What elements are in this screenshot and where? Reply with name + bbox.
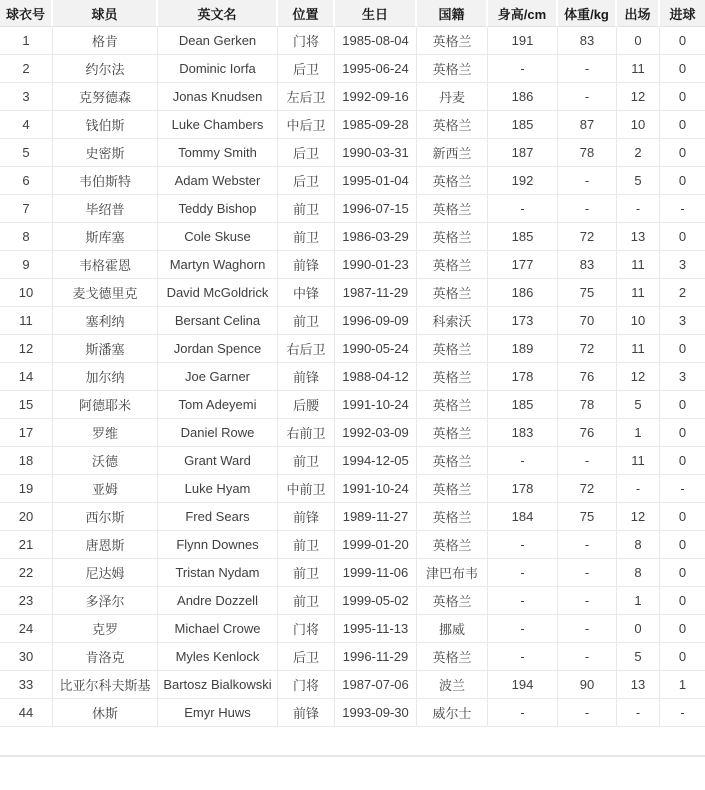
cell-birthday: 1991-10-24 [335,391,417,419]
cell-nationality: 英格兰 [417,475,488,503]
cell-name-en: Michael Crowe [158,615,278,643]
cell-height: 186 [488,83,558,111]
cell-jersey: 20 [0,503,53,531]
cell-weight: - [558,587,617,615]
table-row [0,475,705,503]
cell-name-en: Dean Gerken [158,27,278,55]
cell-name-en: Dominic Iorfa [158,55,278,83]
cell-name-cn: 唐恩斯 [53,531,158,559]
cell-appearances: 8 [617,531,660,559]
cell-weight: - [558,55,617,83]
cell-nationality: 英格兰 [417,391,488,419]
cell-birthday: 1989-11-27 [335,503,417,531]
cell-name-en: Adam Webster [158,167,278,195]
col-header-name-en: 英文名 [158,0,278,27]
cell-name-en: David McGoldrick [158,279,278,307]
cell-jersey: 9 [0,251,53,279]
table-row [0,671,705,699]
table-row [0,419,705,447]
cell-birthday: 1988-04-12 [335,363,417,391]
cell-goals: 0 [660,615,705,643]
cell-height: 173 [488,307,558,335]
cell-birthday: 1996-09-09 [335,307,417,335]
cell-appearances: 12 [617,363,660,391]
cell-goals: 0 [660,531,705,559]
table-row [0,27,705,55]
cell-height: 192 [488,167,558,195]
cell-jersey: 2 [0,55,53,83]
table-row [0,111,705,139]
cell-goals: - [660,699,705,727]
cell-birthday: 1995-11-13 [335,615,417,643]
section-divider [0,755,705,757]
cell-position: 门将 [278,27,335,55]
table-row [0,615,705,643]
cell-jersey: 23 [0,587,53,615]
cell-appearances: - [617,475,660,503]
col-header-appearances: 出场 [617,0,660,27]
cell-appearances: 13 [617,223,660,251]
cell-goals: 0 [660,559,705,587]
col-header-nationality: 国籍 [417,0,488,27]
cell-position: 中前卫 [278,475,335,503]
cell-name-en: Emyr Huws [158,699,278,727]
cell-goals: - [660,475,705,503]
cell-weight: 83 [558,27,617,55]
cell-position: 前卫 [278,559,335,587]
cell-name-cn: 韦伯斯特 [53,167,158,195]
cell-position: 后腰 [278,391,335,419]
cell-nationality: 英格兰 [417,587,488,615]
cell-position: 右前卫 [278,419,335,447]
cell-name-cn: 沃德 [53,447,158,475]
cell-goals: 3 [660,251,705,279]
cell-appearances: 5 [617,643,660,671]
cell-height: 185 [488,223,558,251]
cell-appearances: 5 [617,167,660,195]
cell-appearances: - [617,699,660,727]
cell-nationality: 英格兰 [417,447,488,475]
cell-height: 184 [488,503,558,531]
cell-name-en: Teddy Bishop [158,195,278,223]
cell-jersey: 8 [0,223,53,251]
cell-name-cn: 麦戈德里克 [53,279,158,307]
cell-jersey: 24 [0,615,53,643]
cell-nationality: 英格兰 [417,27,488,55]
cell-height: 178 [488,475,558,503]
cell-position: 左后卫 [278,83,335,111]
cell-goals: 0 [660,447,705,475]
cell-appearances: 10 [617,307,660,335]
table-row [0,307,705,335]
cell-weight: - [558,559,617,587]
cell-weight: - [558,83,617,111]
table-row [0,167,705,195]
cell-position: 前卫 [278,531,335,559]
cell-position: 中后卫 [278,111,335,139]
table-row [0,279,705,307]
cell-jersey: 14 [0,363,53,391]
cell-weight: 90 [558,671,617,699]
cell-appearances: 11 [617,447,660,475]
cell-goals: 0 [660,335,705,363]
cell-height: 186 [488,279,558,307]
cell-jersey: 21 [0,531,53,559]
cell-weight: - [558,699,617,727]
cell-name-cn: 尼达姆 [53,559,158,587]
cell-height: 185 [488,391,558,419]
cell-goals: 0 [660,167,705,195]
cell-position: 前卫 [278,223,335,251]
cell-nationality: 英格兰 [417,195,488,223]
cell-jersey: 15 [0,391,53,419]
cell-appearances: 1 [617,419,660,447]
cell-height: 194 [488,671,558,699]
table-row [0,559,705,587]
cell-weight: 78 [558,391,617,419]
cell-jersey: 7 [0,195,53,223]
cell-birthday: 1986-03-29 [335,223,417,251]
cell-nationality: 英格兰 [417,363,488,391]
cell-goals: 0 [660,587,705,615]
col-header-goals: 进球 [660,0,705,27]
cell-position: 前锋 [278,503,335,531]
cell-position: 后卫 [278,139,335,167]
cell-birthday: 1985-09-28 [335,111,417,139]
cell-appearances: 11 [617,279,660,307]
cell-weight: 83 [558,251,617,279]
cell-nationality: 威尔士 [417,699,488,727]
cell-nationality: 挪威 [417,615,488,643]
cell-nationality: 英格兰 [417,643,488,671]
cell-name-en: Luke Chambers [158,111,278,139]
cell-goals: 0 [660,391,705,419]
cell-jersey: 10 [0,279,53,307]
cell-height: 178 [488,363,558,391]
cell-goals: - [660,195,705,223]
cell-birthday: 1996-11-29 [335,643,417,671]
cell-weight: 75 [558,279,617,307]
cell-name-en: Flynn Downes [158,531,278,559]
cell-name-cn: 克努德森 [53,83,158,111]
cell-name-cn: 克罗 [53,615,158,643]
cell-jersey: 5 [0,139,53,167]
cell-height: 183 [488,419,558,447]
cell-name-en: Fred Sears [158,503,278,531]
cell-height: - [488,447,558,475]
cell-name-cn: 斯库塞 [53,223,158,251]
cell-name-cn: 斯潘塞 [53,335,158,363]
cell-nationality: 英格兰 [417,531,488,559]
cell-name-cn: 比亚尔科夫斯基 [53,671,158,699]
cell-position: 前卫 [278,447,335,475]
cell-name-cn: 塞利纳 [53,307,158,335]
cell-appearances: 10 [617,111,660,139]
cell-birthday: 1993-09-30 [335,699,417,727]
cell-height: - [488,587,558,615]
cell-birthday: 1999-11-06 [335,559,417,587]
cell-goals: 0 [660,55,705,83]
cell-appearances: 5 [617,391,660,419]
col-header-weight: 体重/kg [558,0,617,27]
cell-position: 门将 [278,615,335,643]
cell-nationality: 英格兰 [417,503,488,531]
cell-appearances: 11 [617,335,660,363]
cell-goals: 0 [660,503,705,531]
cell-birthday: 1994-12-05 [335,447,417,475]
cell-birthday: 1990-01-23 [335,251,417,279]
cell-height: 189 [488,335,558,363]
cell-name-cn: 史密斯 [53,139,158,167]
cell-appearances: 0 [617,27,660,55]
cell-name-cn: 多泽尔 [53,587,158,615]
table-row [0,55,705,83]
cell-name-en: Myles Kenlock [158,643,278,671]
cell-name-en: Tommy Smith [158,139,278,167]
table-row [0,587,705,615]
cell-name-cn: 西尔斯 [53,503,158,531]
cell-birthday: 1992-09-16 [335,83,417,111]
cell-appearances: - [617,195,660,223]
cell-weight: - [558,643,617,671]
col-header-jersey: 球衣号 [0,0,53,27]
table-row [0,83,705,111]
cell-jersey: 12 [0,335,53,363]
cell-nationality: 津巴布韦 [417,559,488,587]
col-header-name-cn: 球员 [53,0,158,27]
cell-goals: 1 [660,671,705,699]
cell-appearances: 12 [617,83,660,111]
cell-birthday: 1990-03-31 [335,139,417,167]
cell-weight: - [558,195,617,223]
cell-appearances: 11 [617,55,660,83]
cell-goals: 0 [660,223,705,251]
cell-goals: 2 [660,279,705,307]
cell-birthday: 1995-06-24 [335,55,417,83]
col-header-birthday: 生日 [335,0,417,27]
table-row [0,251,705,279]
col-header-height: 身高/cm [488,0,558,27]
table-row [0,391,705,419]
cell-jersey: 44 [0,699,53,727]
cell-jersey: 19 [0,475,53,503]
cell-weight: 76 [558,419,617,447]
cell-position: 右后卫 [278,335,335,363]
cell-height: 191 [488,27,558,55]
table-row [0,223,705,251]
cell-jersey: 11 [0,307,53,335]
table-row [0,503,705,531]
cell-weight: - [558,447,617,475]
cell-height: - [488,643,558,671]
cell-name-cn: 肯洛克 [53,643,158,671]
cell-position: 中锋 [278,279,335,307]
cell-goals: 0 [660,27,705,55]
cell-jersey: 17 [0,419,53,447]
cell-height: - [488,559,558,587]
cell-birthday: 1995-01-04 [335,167,417,195]
cell-name-en: Bersant Celina [158,307,278,335]
cell-weight: 72 [558,223,617,251]
cell-goals: 0 [660,83,705,111]
cell-position: 前卫 [278,195,335,223]
cell-weight: - [558,531,617,559]
cell-weight: - [558,167,617,195]
cell-goals: 0 [660,419,705,447]
cell-height: - [488,55,558,83]
cell-goals: 0 [660,139,705,167]
cell-jersey: 33 [0,671,53,699]
cell-name-cn: 阿德耶米 [53,391,158,419]
cell-nationality: 英格兰 [417,55,488,83]
cell-nationality: 英格兰 [417,335,488,363]
cell-birthday: 1987-11-29 [335,279,417,307]
cell-appearances: 13 [617,671,660,699]
cell-name-cn: 钱伯斯 [53,111,158,139]
cell-birthday: 1999-05-02 [335,587,417,615]
cell-name-en: Bartosz Bialkowski [158,671,278,699]
cell-appearances: 8 [617,559,660,587]
cell-name-cn: 罗维 [53,419,158,447]
cell-birthday: 1992-03-09 [335,419,417,447]
table-row [0,139,705,167]
cell-nationality: 英格兰 [417,223,488,251]
cell-position: 前锋 [278,699,335,727]
cell-birthday: 1999-01-20 [335,531,417,559]
cell-nationality: 英格兰 [417,279,488,307]
table-row [0,699,705,727]
cell-weight: 87 [558,111,617,139]
cell-nationality: 英格兰 [417,251,488,279]
cell-birthday: 1985-08-04 [335,27,417,55]
cell-name-en: Tom Adeyemi [158,391,278,419]
cell-goals: 3 [660,307,705,335]
cell-position: 前卫 [278,587,335,615]
table-row [0,195,705,223]
cell-birthday: 1987-07-06 [335,671,417,699]
col-header-position: 位置 [278,0,335,27]
cell-jersey: 22 [0,559,53,587]
cell-appearances: 2 [617,139,660,167]
cell-jersey: 4 [0,111,53,139]
cell-name-en: Tristan Nydam [158,559,278,587]
cell-position: 前卫 [278,307,335,335]
cell-name-en: Martyn Waghorn [158,251,278,279]
table-row [0,447,705,475]
table-header-row [0,0,705,27]
cell-height: - [488,195,558,223]
cell-weight: 70 [558,307,617,335]
cell-jersey: 6 [0,167,53,195]
cell-name-cn: 加尔纳 [53,363,158,391]
cell-name-en: Joe Garner [158,363,278,391]
cell-appearances: 0 [617,615,660,643]
table-row [0,363,705,391]
cell-birthday: 1990-05-24 [335,335,417,363]
cell-appearances: 12 [617,503,660,531]
roster-body [0,27,705,727]
cell-weight: 72 [558,475,617,503]
cell-name-cn: 格肯 [53,27,158,55]
table-row [0,643,705,671]
cell-height: - [488,531,558,559]
cell-name-en: Daniel Rowe [158,419,278,447]
cell-height: - [488,615,558,643]
cell-appearances: 1 [617,587,660,615]
cell-jersey: 1 [0,27,53,55]
cell-goals: 3 [660,363,705,391]
cell-name-en: Andre Dozzell [158,587,278,615]
cell-appearances: 11 [617,251,660,279]
cell-nationality: 英格兰 [417,419,488,447]
cell-nationality: 英格兰 [417,167,488,195]
cell-name-en: Jonas Knudsen [158,83,278,111]
cell-name-cn: 约尔法 [53,55,158,83]
cell-name-en: Jordan Spence [158,335,278,363]
cell-nationality: 英格兰 [417,111,488,139]
cell-birthday: 1991-10-24 [335,475,417,503]
cell-height: 185 [488,111,558,139]
cell-nationality: 波兰 [417,671,488,699]
cell-height: 187 [488,139,558,167]
cell-height: - [488,699,558,727]
cell-weight: - [558,615,617,643]
cell-goals: 0 [660,111,705,139]
cell-jersey: 3 [0,83,53,111]
cell-jersey: 30 [0,643,53,671]
cell-name-cn: 毕绍普 [53,195,158,223]
table-row [0,335,705,363]
cell-nationality: 科索沃 [417,307,488,335]
cell-name-cn: 休斯 [53,699,158,727]
cell-weight: 75 [558,503,617,531]
cell-name-cn: 亚姆 [53,475,158,503]
table-row [0,531,705,559]
cell-weight: 78 [558,139,617,167]
cell-position: 后卫 [278,643,335,671]
cell-nationality: 新西兰 [417,139,488,167]
cell-position: 门将 [278,671,335,699]
cell-name-en: Luke Hyam [158,475,278,503]
cell-name-en: Cole Skuse [158,223,278,251]
cell-name-en: Grant Ward [158,447,278,475]
cell-position: 后卫 [278,55,335,83]
cell-goals: 0 [660,643,705,671]
cell-position: 后卫 [278,167,335,195]
cell-birthday: 1996-07-15 [335,195,417,223]
cell-weight: 72 [558,335,617,363]
cell-nationality: 丹麦 [417,83,488,111]
cell-position: 前锋 [278,363,335,391]
cell-height: 177 [488,251,558,279]
cell-position: 前锋 [278,251,335,279]
cell-name-cn: 韦格霍恩 [53,251,158,279]
cell-weight: 76 [558,363,617,391]
cell-jersey: 18 [0,447,53,475]
